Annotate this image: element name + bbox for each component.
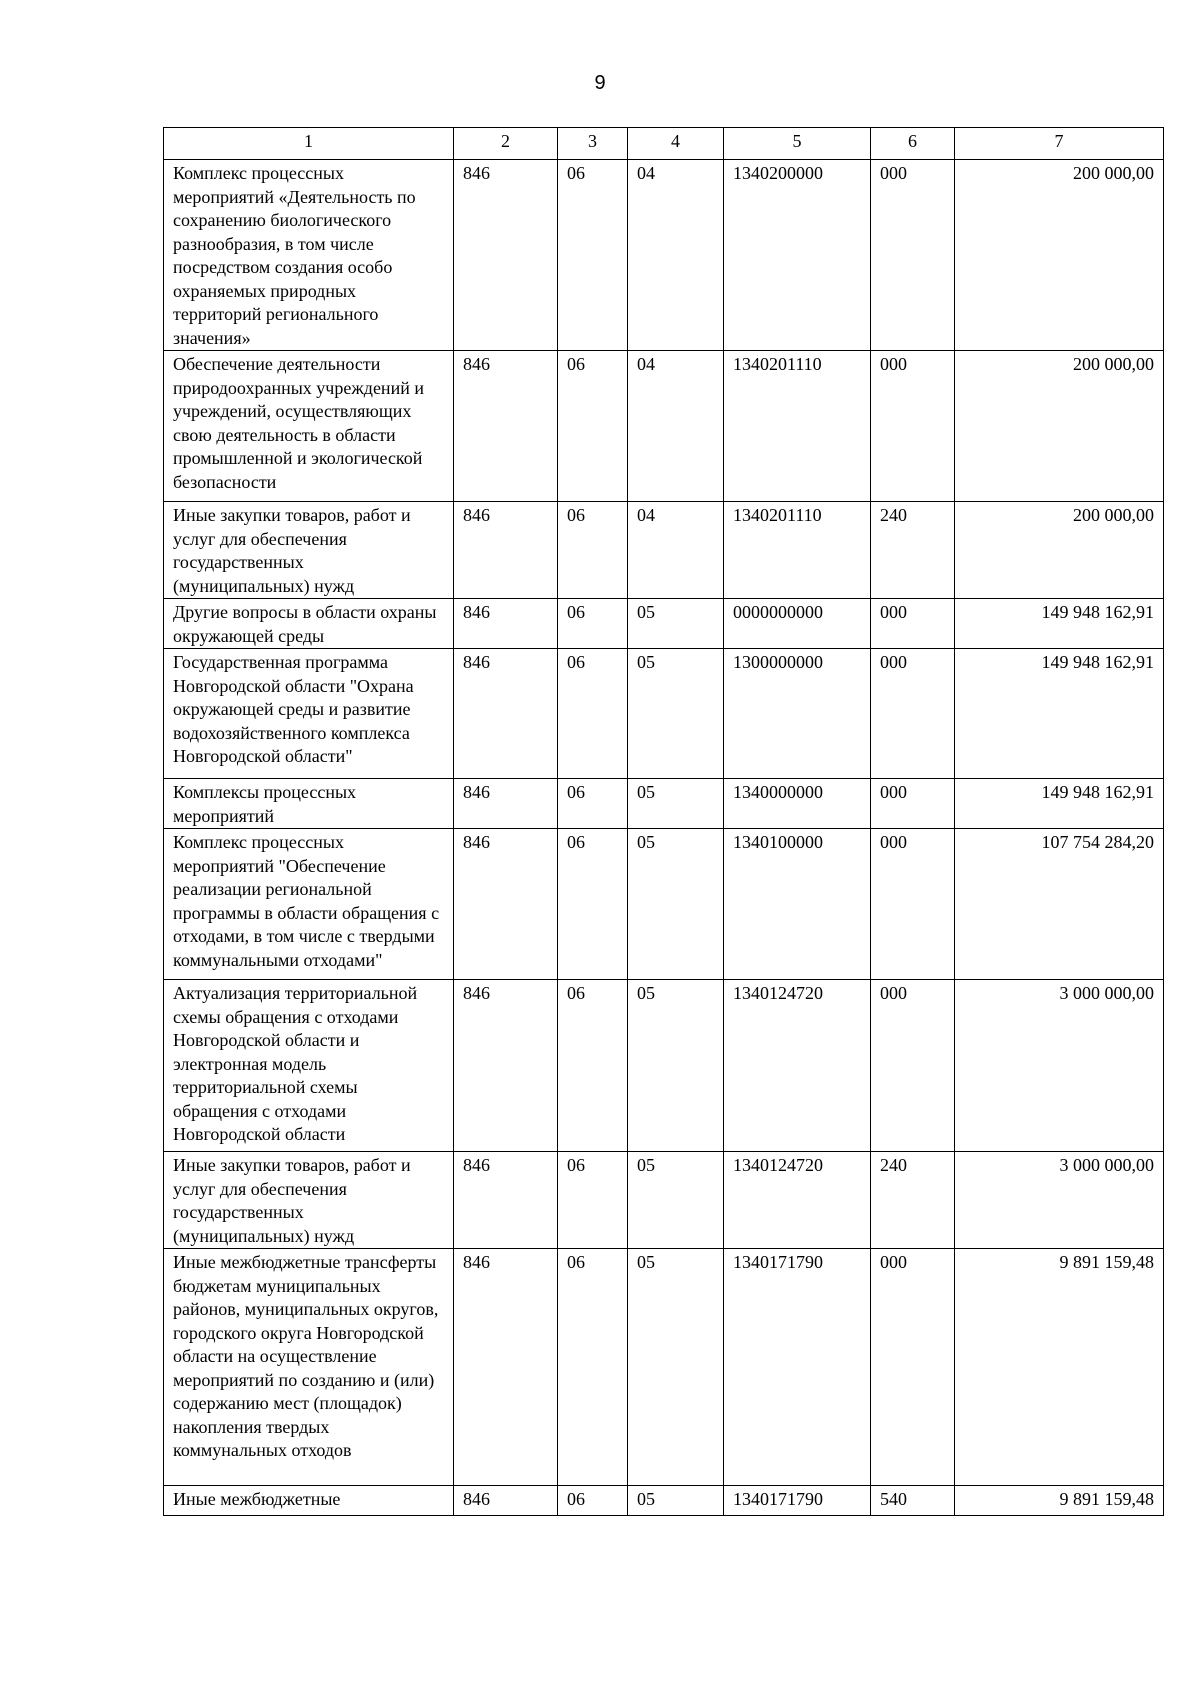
column-2-cell: 846	[454, 1249, 558, 1486]
table-row	[164, 779, 1164, 829]
amount-cell: 149 948 162,91	[955, 599, 1164, 649]
column-header-1: 1	[164, 128, 454, 160]
column-3-cell: 06	[558, 1249, 628, 1486]
column-3-cell: 06	[558, 649, 628, 779]
amount-cell: 3 000 000,00	[955, 1152, 1164, 1249]
column-3-cell: 06	[558, 829, 628, 980]
row-name-cell: Государственная программа Новгородской области "Охрана окружающей среды и развитие водохозяйственного комплекса Новгородской области"	[164, 649, 454, 779]
column-3-cell: 06	[558, 351, 628, 502]
column-header-2: 2	[454, 128, 558, 160]
column-2-cell: 846	[454, 1152, 558, 1249]
table-body	[164, 160, 1164, 1516]
row-name-cell: Комплекс процессных мероприятий «Деятельность по сохранению биологического разнообразия, в том числе посредством создания особо охраняемых природных территорий регионального значения»	[164, 160, 454, 351]
column-5-cell: 1340201110	[724, 351, 871, 502]
table-row	[164, 1152, 1164, 1249]
table-row	[164, 829, 1164, 980]
column-3-cell: 06	[558, 1486, 628, 1516]
page-number: 9	[594, 72, 606, 94]
amount-cell: 9 891 159,48	[955, 1486, 1164, 1516]
column-2-cell: 846	[454, 649, 558, 779]
column-header-3: 3	[558, 128, 628, 160]
column-5-cell: 1340171790	[724, 1486, 871, 1516]
column-4-cell: 05	[628, 1152, 724, 1249]
table-row	[164, 599, 1164, 649]
row-name-cell: Иные закупки товаров, работ и услуг для обеспечения государственных (муниципальных) нужд	[164, 502, 454, 599]
amount-cell: 200 000,00	[955, 502, 1164, 599]
row-name-cell: Комплексы процессных мероприятий	[164, 779, 454, 829]
table-row	[164, 351, 1164, 502]
column-5-cell: 1340124720	[724, 980, 871, 1152]
budget-table	[163, 127, 1164, 1516]
row-name-cell: Актуализация территориальной схемы обращения с отходами Новгородской области и электронная модель территориальной схемы обращения с отходами Новгородской области	[164, 980, 454, 1152]
column-4-cell: 05	[628, 1486, 724, 1516]
column-header-7: 7	[955, 128, 1164, 160]
column-2-cell: 846	[454, 829, 558, 980]
column-3-cell: 06	[558, 1152, 628, 1249]
amount-cell: 149 948 162,91	[955, 779, 1164, 829]
column-6-cell: 240	[871, 502, 955, 599]
column-header-5: 5	[724, 128, 871, 160]
row-name-cell: Иные межбюджетные	[164, 1486, 454, 1516]
column-5-cell: 1340201110	[724, 502, 871, 599]
column-5-cell: 1300000000	[724, 649, 871, 779]
column-5-cell: 0000000000	[724, 599, 871, 649]
column-2-cell: 846	[454, 351, 558, 502]
row-name-cell: Обеспечение деятельности природоохранных учреждений и учреждений, осуществляющих свою деятельность в области промышленной и экологической безопасности	[164, 351, 454, 502]
table-row	[164, 502, 1164, 599]
column-4-cell: 05	[628, 599, 724, 649]
column-6-cell: 000	[871, 980, 955, 1152]
column-5-cell: 1340000000	[724, 779, 871, 829]
amount-cell: 200 000,00	[955, 351, 1164, 502]
row-name-cell: Иные межбюджетные трансферты бюджетам муниципальных районов, муниципальных округов, городского округа Новгородской области на осуществление мероприятий по созданию и (или) содержанию мест (площадок) накопления твердых коммунальных отходов	[164, 1249, 454, 1486]
column-5-cell: 1340124720	[724, 1152, 871, 1249]
column-4-cell: 05	[628, 829, 724, 980]
column-2-cell: 846	[454, 599, 558, 649]
column-header-6: 6	[871, 128, 955, 160]
column-2-cell: 846	[454, 502, 558, 599]
column-4-cell: 05	[628, 1249, 724, 1486]
column-5-cell: 1340100000	[724, 829, 871, 980]
column-6-cell: 000	[871, 829, 955, 980]
column-4-cell: 04	[628, 502, 724, 599]
column-5-cell: 1340200000	[724, 160, 871, 351]
column-6-cell: 540	[871, 1486, 955, 1516]
column-2-cell: 846	[454, 779, 558, 829]
table-row	[164, 649, 1164, 779]
amount-cell: 200 000,00	[955, 160, 1164, 351]
column-4-cell: 05	[628, 980, 724, 1152]
column-6-cell: 000	[871, 599, 955, 649]
column-2-cell: 846	[454, 1486, 558, 1516]
column-3-cell: 06	[558, 980, 628, 1152]
amount-cell: 3 000 000,00	[955, 980, 1164, 1152]
row-name-cell: Иные закупки товаров, работ и услуг для обеспечения государственных (муниципальных) нужд	[164, 1152, 454, 1249]
column-2-cell: 846	[454, 980, 558, 1152]
amount-cell: 9 891 159,48	[955, 1249, 1164, 1486]
row-name-cell: Другие вопросы в области охраны окружающей среды	[164, 599, 454, 649]
column-header-4: 4	[628, 128, 724, 160]
column-3-cell: 06	[558, 599, 628, 649]
column-5-cell: 1340171790	[724, 1249, 871, 1486]
column-4-cell: 04	[628, 351, 724, 502]
table-row	[164, 1249, 1164, 1486]
amount-cell: 149 948 162,91	[955, 649, 1164, 779]
column-2-cell: 846	[454, 160, 558, 351]
column-6-cell: 000	[871, 351, 955, 502]
column-6-cell: 240	[871, 1152, 955, 1249]
amount-cell: 107 754 284,20	[955, 829, 1164, 980]
table-row	[164, 160, 1164, 351]
row-name-cell: Комплекс процессных мероприятий "Обеспечение реализации региональной программы в области обращения с отходами, в том числе с твердыми коммунальными отходами"	[164, 829, 454, 980]
header-row	[164, 128, 1164, 160]
column-6-cell: 000	[871, 1249, 955, 1486]
column-6-cell: 000	[871, 649, 955, 779]
column-3-cell: 06	[558, 779, 628, 829]
column-4-cell: 05	[628, 779, 724, 829]
column-3-cell: 06	[558, 160, 628, 351]
column-6-cell: 000	[871, 779, 955, 829]
table-row	[164, 980, 1164, 1152]
table-row	[164, 1486, 1164, 1516]
column-4-cell: 04	[628, 160, 724, 351]
column-6-cell: 000	[871, 160, 955, 351]
column-3-cell: 06	[558, 502, 628, 599]
column-4-cell: 05	[628, 649, 724, 779]
